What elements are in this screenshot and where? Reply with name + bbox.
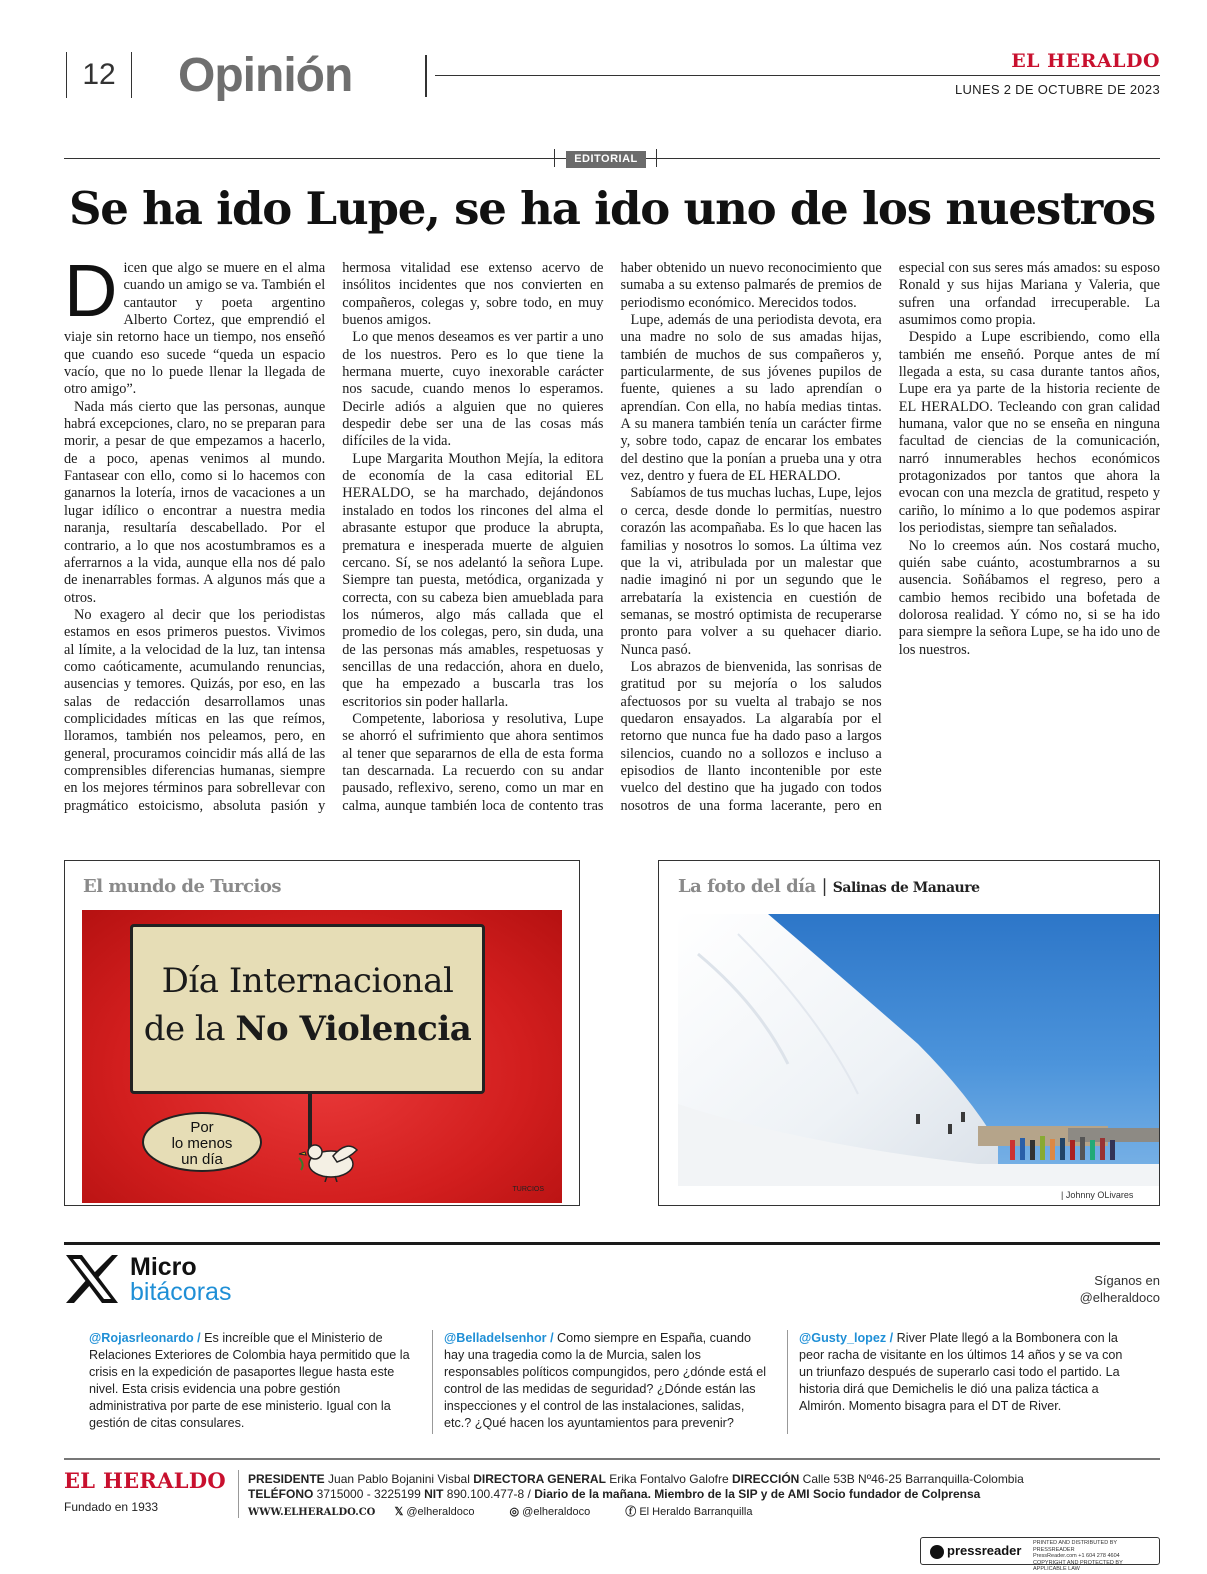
footer-divider — [238, 1470, 239, 1518]
footer-founded: Fundado en 1933 — [64, 1500, 159, 1514]
header-rule — [435, 75, 1160, 76]
cartoon-box-title: El mundo de Turcios — [83, 876, 281, 897]
article-paragraph: Despido a Lupe escribiendo, como ella también me enseñó. Porque antes de mí llegada a esta, su casa durante tantos años, Lupe era ya parte de la historia reciente de EL HERALDO. Tecleando con gran calidad humana, valor que no se enseña en ninguna facultad de ciencias de la comunicación, narró innumerables hechos económicos protagonizados por tantos que ahora la evocan con una mezcla de gratitud, respeto y cariño, lo mínimo a lo que podemos aspirar los periodistas, siempre tan señalados. — [898, 329, 1160, 537]
article-paragraph: Nada más cierto que las personas, aunque habrá excepciones, claro, no se preparan para morir, a pesar de que empezamos a hacerlo, de a poco, apenas venimos al mundo. Fantasear con ello, como si lo hacemos con ganarnos la lotería, irnos de vacaciones a un lugar idílico o encontrar a nuestra media naranja, resultaría descabellado. Por el contrario, a lo que nos acostumbramos es a aferrarnos a la vida, aunque ella nos dé palo de inenarrables formas. A algunos más que a otros. — [64, 398, 326, 606]
post-text: Es increíble que el Ministerio de Relaciones Exteriores de Colombia haya permitido que la crisis en la expedición de pasaportes llegue hasta este nivel. Esta crisis evidencia una pobre gestión administrativa por parte de ese ministerio. Igual con la gestión de citas consulares. — [89, 1331, 410, 1430]
salinas-photo[interactable] — [678, 914, 1159, 1186]
microbitacoras-subtitle: bitácoras — [130, 1278, 232, 1306]
editorial-rule-tick — [656, 149, 657, 167]
footer-links — [248, 1503, 784, 1519]
microbitacoras-title: Micro — [130, 1253, 197, 1281]
article-paragraph: Lo que menos deseamos es ver partir a uno de los nuestros. Pero es lo que tiene la hermana muerte, cuyo inexorable carácter nos sacude, cuando menos lo esperamos. Decirle adiós a alguien que no quieres despedir debe ser una de las cosas más difíciles de la vida. — [342, 329, 604, 450]
post-text: River Plate llegó a la Bombonera con la peor racha de visitante en los últimos 14 años y se va con un triunfazo después de superarlo casi todo el partido. La historia dirá que Demichelis le dió una paliza táctica a Almirón. Momento bisagra para el DT de River. — [799, 1331, 1123, 1413]
photo-subtitle: Salinas de Manaure — [832, 880, 980, 896]
sign-text-line2: de la No Violencia — [143, 1009, 472, 1049]
photo-credit: | Johnny OLivares — [1061, 1190, 1134, 1200]
editorial-body — [64, 249, 1160, 832]
cartoon-sign — [130, 924, 485, 1094]
post-handle[interactable]: @Belladelsenhor / — [444, 1331, 554, 1345]
section-title: Opinión — [178, 49, 353, 102]
article-paragraph: Lupe, además de una periodista devota, era una madre no solo de sus amadas hijas, también de muchos de sus compañeros y, particularmente, de sus jóvenes pupilos de fuente, quienes a su lado aprendían o aprendían. Con ella, no había medias tintas. A su manera también tenía un carácter firme y, sobre todo, capaz de encarar los embates del destino que la ponían a prueba una y otra vez, dentro y fuera de EL HERALDO. — [620, 312, 882, 485]
page-number: 12 — [66, 52, 132, 98]
editorial-headline: Se ha ido Lupe, se ha ido uno de los nuestros — [68, 182, 1155, 235]
article-paragraph: Los abrazos de bienvenida, las sonrisas de gratitud por su mejoría o los saludos afectuosos por su vuelta al trabajo se nos quedaron ensayados. La algarabía por el retorno que nunca fue ha dado paso a largos silencios, cuando no a sollozos e incluso a episodios de llanto incontenible por este vuelco del destino que ha jugado con todos nosotros de una forma lacerante, pero en especial con sus seres más amados: su esposo Ronald y sus hijas Mariana y Valeria, que sufren una orfandad irrecuperable. La asumimos como propia. — [620, 260, 1160, 814]
article-paragraph: Sabíamos de tus muchas luchas, Lupe, lejos o cerca, desde donde lo permitías, nuestro corazón las acompañaba. Es lo que hacen las familias y nosotros lo somos. La última vez que la vi, atribulada por un malestar que nadie imaginó ni por un segundo que le arrebataría la existencia en cuestión de semanas, se mostró optimista de recuperarse pronto para volver a su quehacer diario. Nunca pasó. — [620, 485, 882, 658]
pressreader-icon — [930, 1545, 944, 1559]
instagram-link[interactable]: ◎ @elheraldoco — [509, 1506, 591, 1518]
micro-post — [799, 1330, 1129, 1415]
post-divider — [432, 1330, 433, 1434]
x-logo-icon — [64, 1253, 120, 1305]
drop-cap: D — [64, 249, 118, 332]
facebook-icon: ⓕ — [625, 1506, 637, 1518]
pressreader-notice: PRINTED AND DISTRIBUTED BY PRESSREADER PressReader.com +1 604 278 4604 COPYRIGHT AND PROTECTED BY APPLICABLE LAW — [1033, 1540, 1123, 1572]
footer-credits-line1: PRESIDENTE Juan Pablo Bojanini Visbal DIRECTORA GENERAL Erika Fontalvo Galofre DIRECCIÓN Calle 53B Nº46-25 Barranquilla-Colombia — [248, 1472, 1024, 1486]
microbitacoras-rule — [64, 1242, 1160, 1245]
issue-date: LUNES 2 DE OCTUBRE DE 2023 — [954, 82, 1160, 97]
footer-credits-line2: TELÉFONO 3715000 - 3225199 NIT 890.100.477-8 / Diario de la mañana. Miembro de la SIP y de AMI Socio fundador de Colprensa — [248, 1487, 981, 1501]
post-divider — [787, 1330, 788, 1434]
article-paragraph: No lo creemos aún. Nos costará mucho, quién sabe cuánto, acostumbrarnos a su ausencia. Soñábamos el regreso, pero a cambio hemos recibido una bofetada de dolorosa realidad. Y cómo no, si se ha ido para siempre la señora Lupe, se ha ido uno de los nuestros. — [898, 537, 1160, 658]
post-text: Como siempre en España, cuando hay una tragedia como la de Murcia, salen los responsables políticos compungidos, pero ¿dónde está el control de las medidas de seguridad? ¿Dónde están las inspecciones y el control de las instalaciones, salidas, etc.? ¿Qué hacen los ayuntamientos para prevenir? — [444, 1331, 767, 1430]
editorial-rule-tick — [554, 149, 555, 167]
article-paragraph: Lupe Margarita Mouthon Mejía, la editora de economía de la casa editorial EL HERALDO, se ha marchado, dejándonos instalado en todos los rincones del alma el abrasante estupor que produce la abrupta, prematura e inesperada muerte de alguien cercano. Sí, se nos adelantó la señora Lupe. Siempre tan puesta, metódica, organizada y correcta, con su cabeza bien amueblada para los números, algo más callada que el promedio de los colegas, pero, sin duda, una de las personas más amables, respetuosas y sencillas de una redacción, ahora en duelo, que ha empezado a buscarla tras los escritorios sin poder hallarla. — [342, 450, 604, 710]
article-paragraph: Competente, laboriosa y resolutiva, Lupe se ahorró el sufrimiento que ahora sentimos al tener que separarnos de ella de esta forma tan descarnada. La recuerdo con su andar pausado, reflexivo, sereno, como un mar en calma, aunque también loca de contento tras haber obtenido un nuevo reconocimiento que sumaba a su extenso palmarés de premios de periodismo económico. Merecidos todos. — [342, 260, 882, 814]
header-divider — [425, 55, 427, 97]
article-paragraph: Dicen que algo se muere en el alma cuando un amigo se va. También el cantautor y poeta argentino Alberto Cortez, que emprendió el viaje sin retorno hace un tiempo, nos enseñó que cuando eso sucede “queda un espacio vacío, que no lo puede llenar la llegada de otro amigo”. — [64, 249, 326, 398]
micro-post — [89, 1330, 419, 1432]
footer-logo[interactable]: EL HERALDO — [64, 1468, 226, 1493]
x-link[interactable]: 𝕏 @elheraldoco — [394, 1506, 475, 1518]
speech-bubble: Por lo menos un día — [142, 1112, 262, 1172]
footer-rule — [64, 1458, 1160, 1460]
pressreader-logo[interactable]: pressreader — [930, 1543, 1021, 1559]
editorial-label: EDITORIAL — [566, 151, 646, 168]
post-handle[interactable]: @Gusty_lopez / — [799, 1331, 894, 1345]
website-link[interactable]: WWW.ELHERALDO.CO — [248, 1507, 376, 1518]
cartoonist-signature: TURCIOS — [512, 1186, 544, 1193]
micro-post — [444, 1330, 774, 1432]
masthead-logo[interactable]: EL HERALDO — [1011, 50, 1160, 72]
sign-text-line1: Día Internacional — [161, 961, 454, 1001]
x-icon: 𝕏 — [394, 1506, 404, 1518]
salt-mountain-illustration — [678, 914, 1159, 1186]
photo-box-title: La foto del día | Salinas de Manaure — [678, 876, 980, 897]
follow-us[interactable]: Síganos en @elheraldoco — [1079, 1273, 1160, 1305]
instagram-icon: ◎ — [509, 1506, 520, 1518]
post-handle[interactable]: @Rojasrleonardo / — [89, 1331, 201, 1345]
facebook-link[interactable]: ⓕ El Heraldo Barranquilla — [625, 1506, 753, 1518]
cartoon-image[interactable] — [82, 910, 562, 1203]
article-paragraph: No exagero al decir que los periodistas estamos en esos primeros puestos. Vivimos al límite, a la velocidad de la luz, tan intensa como caóticamente, acumulando renuncias, ausencias y temores. Quizás, por eso, en las salas de redacción desarrollamos unas complicidades míticas en las que reímos, lloramos, también nos peleamos, pero, en general, procuramos coincidir más allá de las comprensibles diferencias humanas, siempre en los mejores términos para sobrellevar con pragmático estoicismo, absoluta pasión y hermosa vitalidad ese extenso acervo de insólitos incidentes que nos convierten en compañeros, colegas y, sobre todo, en muy buenos amigos. — [64, 260, 604, 814]
dove-icon — [297, 1136, 367, 1182]
